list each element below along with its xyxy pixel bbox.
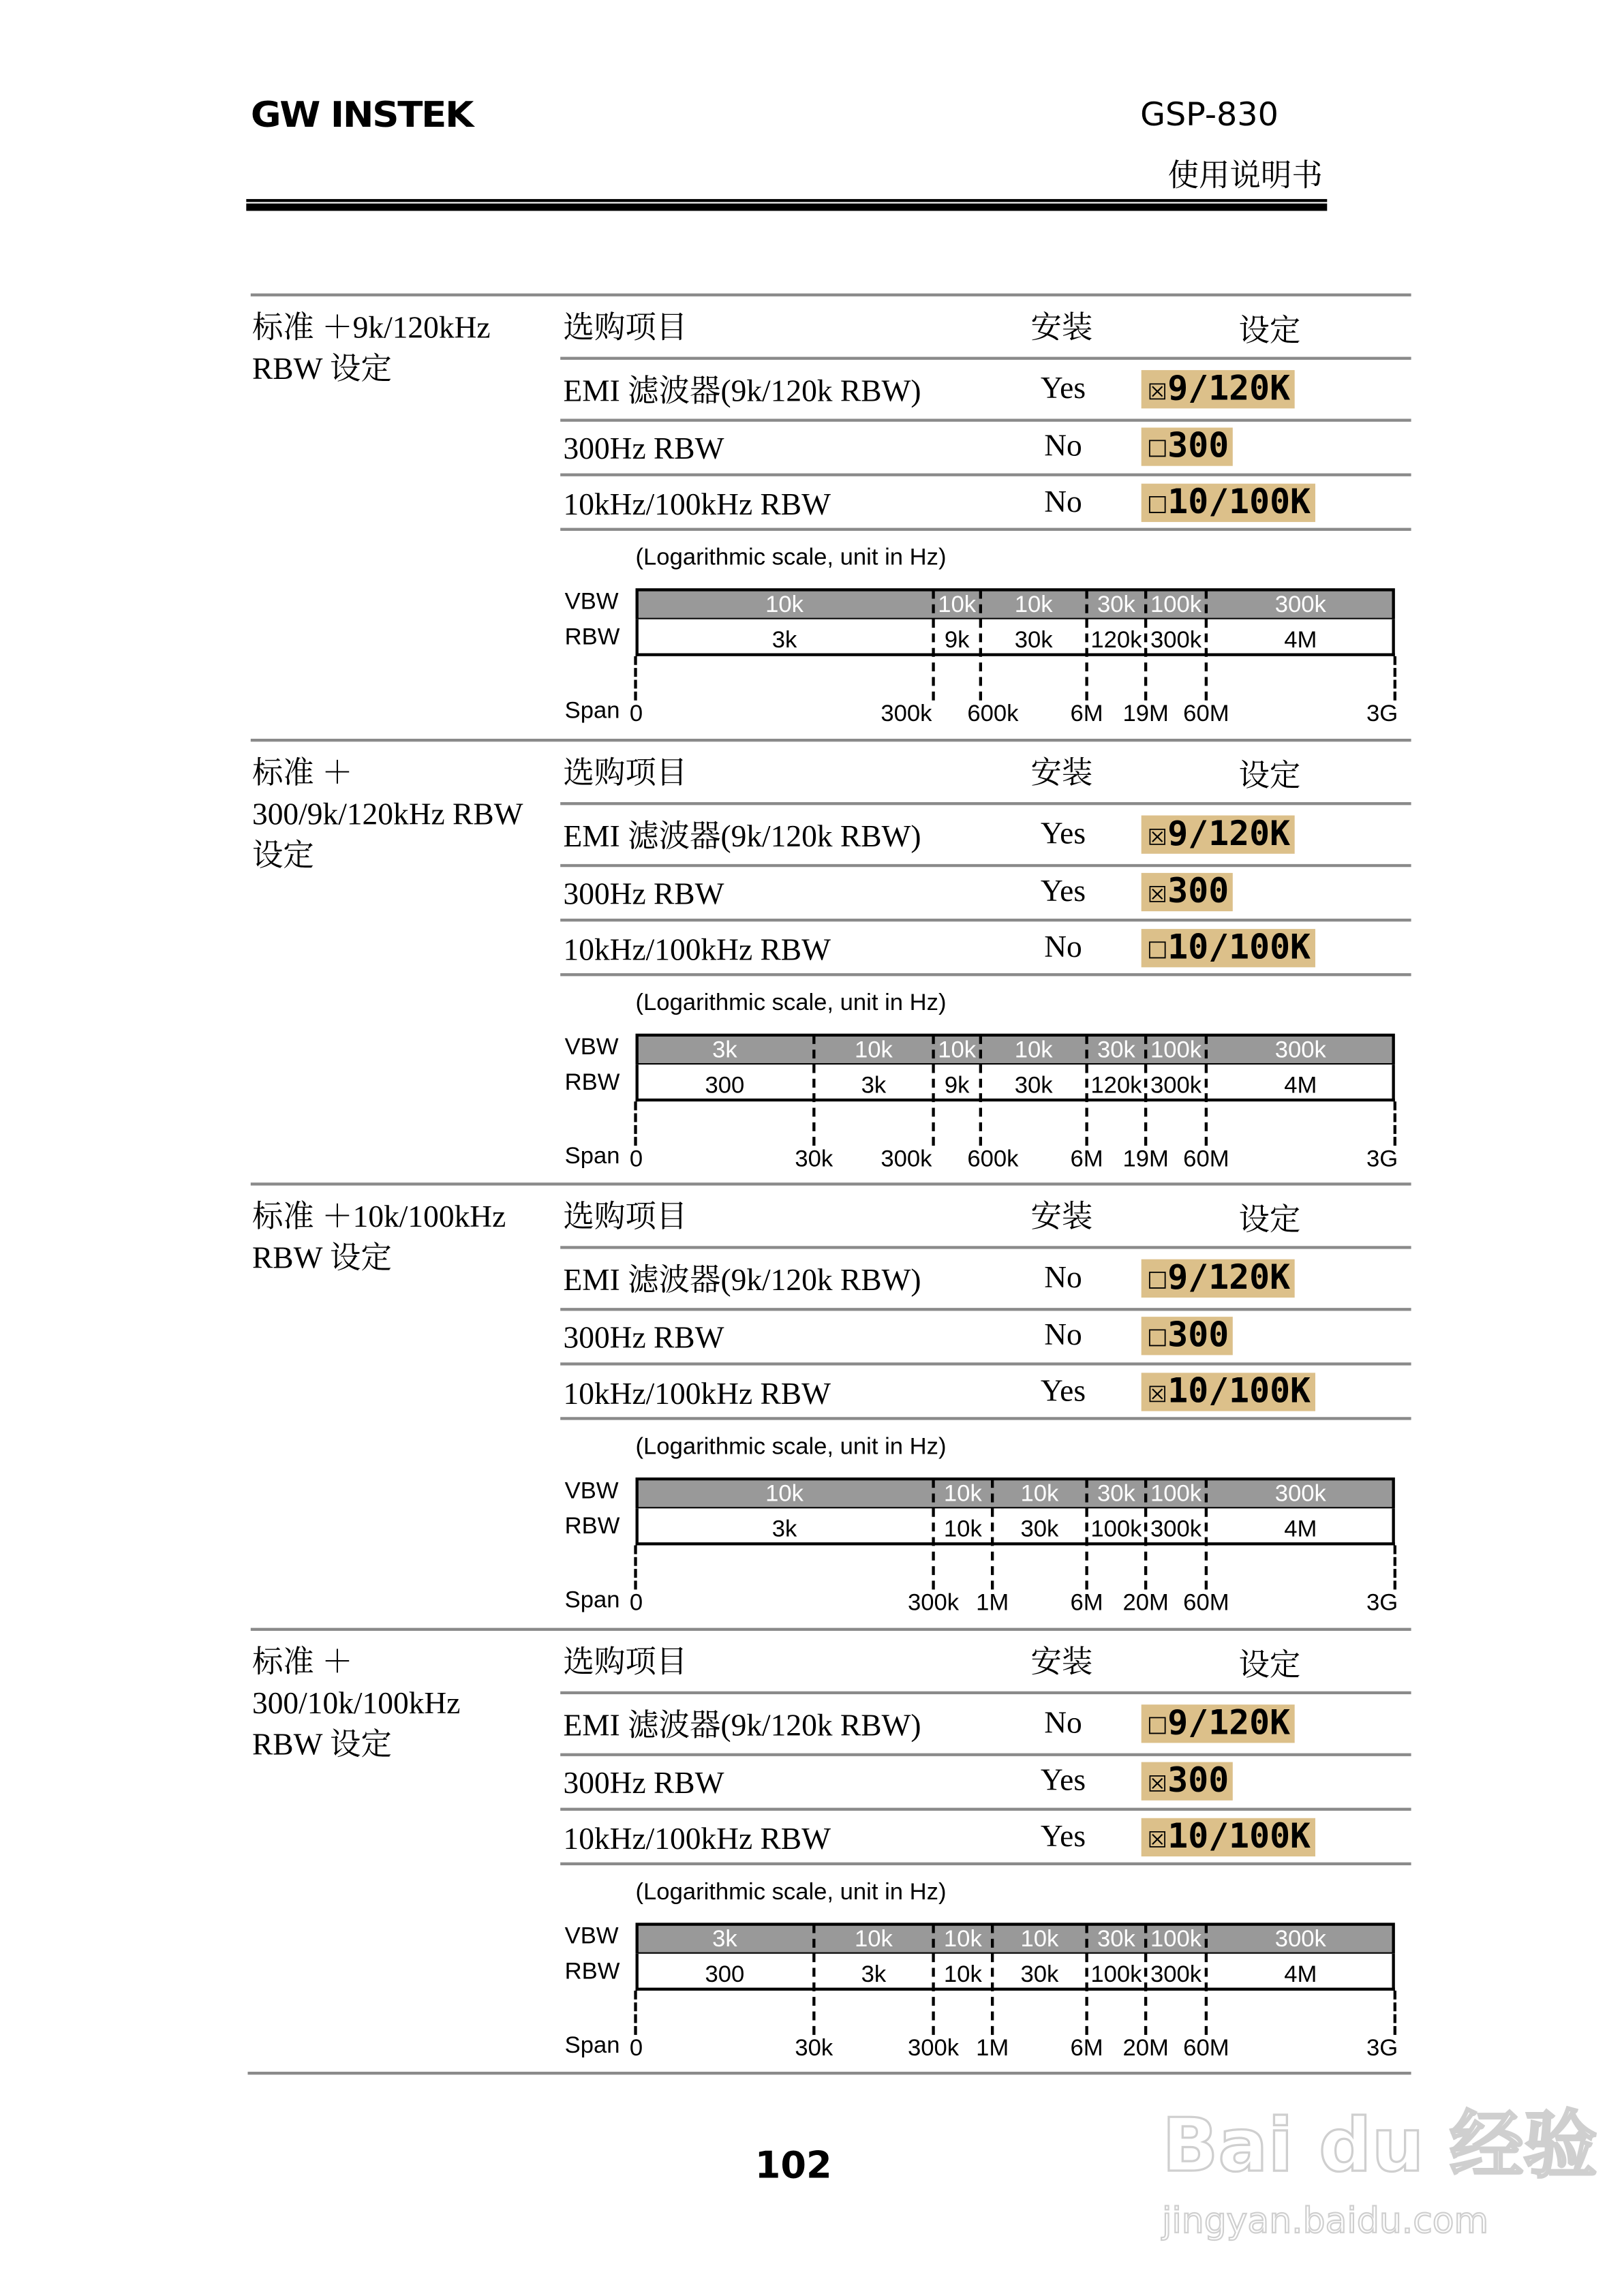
- boundary-dash: [1394, 656, 1396, 701]
- section-top-rule: [251, 1628, 1411, 1631]
- vbw-segment-label: 10k: [765, 592, 804, 618]
- header-rule: [560, 802, 1411, 804]
- span-tick-label: 0: [629, 1591, 643, 1617]
- vbw-segment-label: 10k: [855, 1927, 893, 1953]
- setting-value: 9/120K: [1167, 1704, 1291, 1743]
- rbw-segment-label: 300: [705, 1073, 745, 1099]
- option-name: 300Hz RBW: [563, 1764, 724, 1801]
- setting-badge[interactable]: [1142, 929, 1315, 967]
- section-title-line: 300/10k/100kHz: [251, 1685, 461, 1721]
- setting-badge[interactable]: [1142, 1704, 1295, 1743]
- rbw-segment-label: 4M: [1284, 1517, 1317, 1543]
- option-name: 300Hz RBW: [563, 876, 724, 912]
- section-title-line: RBW 设定: [251, 350, 392, 386]
- rbw-label: RBW: [564, 1070, 620, 1096]
- vbw-segment-label: 10k: [1014, 1038, 1053, 1063]
- rbw-segment-label: 4M: [1284, 1073, 1317, 1099]
- page-number: 102: [754, 2143, 832, 2187]
- vbw-segment-label: 30k: [1097, 592, 1135, 618]
- header-setting: 设定: [1238, 1201, 1301, 1238]
- setting-badge[interactable]: [1142, 1818, 1315, 1856]
- settings-section: [0, 740, 1622, 1185]
- span-label: Span: [564, 699, 620, 724]
- header-item: 选购项目: [563, 309, 688, 346]
- rbw-segment-label: 300: [705, 1962, 745, 1988]
- setting-value: 10/100K: [1167, 929, 1311, 968]
- install-status: Yes: [1040, 370, 1086, 406]
- setting-badge[interactable]: [1142, 815, 1295, 853]
- setting-value: 10/100K: [1167, 1818, 1311, 1857]
- install-status: Yes: [1040, 815, 1086, 851]
- install-status: No: [1044, 1259, 1082, 1295]
- section-title-line: 300/9k/120kHz RBW: [251, 796, 523, 832]
- span-tick-label: 300k: [908, 2036, 960, 2062]
- option-name: 10kHz/100kHz RBW: [563, 932, 831, 968]
- span-tick-label: 600k: [967, 1147, 1019, 1173]
- rbw-label: RBW: [564, 1514, 620, 1540]
- vbw-segment-label: 100k: [1150, 592, 1202, 618]
- rbw-segment-label: 100k: [1090, 1517, 1142, 1543]
- rbw-segment-label: 4M: [1284, 1962, 1317, 1988]
- header-rule-thin: [246, 199, 1327, 202]
- setting-value: 300: [1167, 1762, 1229, 1801]
- section-title-line: 标准 ＋9k/120kHz: [251, 309, 491, 346]
- vbw-segment-label: 3k: [712, 1038, 737, 1063]
- rbw-segment-label: 300k: [1150, 1962, 1202, 1988]
- unchecked-box-icon[interactable]: ☐: [1147, 1704, 1168, 1743]
- table-bottom-rule: [247, 2072, 1411, 2075]
- install-status: No: [1044, 483, 1082, 519]
- checked-box-icon[interactable]: ☒: [1147, 370, 1168, 409]
- header-setting: 设定: [1238, 1647, 1301, 1683]
- vbw-segment-label: 10k: [855, 1038, 893, 1063]
- checked-box-icon[interactable]: ☒: [1147, 1373, 1168, 1411]
- span-tick-label: 19M: [1122, 701, 1169, 727]
- header-setting: 设定: [1238, 758, 1301, 794]
- rbw-segment-label: 3k: [771, 1517, 797, 1543]
- setting-badge[interactable]: [1142, 873, 1234, 911]
- install-status: No: [1044, 1317, 1082, 1353]
- vbw-segment-label: 30k: [1097, 1482, 1135, 1507]
- row-rule: [560, 1417, 1411, 1419]
- vbw-segment-label: 10k: [938, 592, 977, 618]
- unchecked-box-icon[interactable]: ☐: [1147, 1259, 1168, 1298]
- vbw-segment-label: 300k: [1274, 1927, 1326, 1953]
- setting-value: 10/100K: [1167, 483, 1311, 522]
- gw-instek-logo: GW INSTEK: [250, 94, 473, 136]
- row-rule: [560, 1863, 1411, 1865]
- header-install: 安装: [1030, 1644, 1093, 1680]
- rbw-segment-label: 9k: [944, 1073, 970, 1099]
- scale-caption: (Logarithmic scale, unit in Hz): [635, 1880, 947, 1905]
- model-name: GSP-830: [1140, 97, 1279, 134]
- vbw-segment-label: 10k: [938, 1038, 977, 1063]
- manual-title: 使用说明书: [1167, 157, 1323, 194]
- settings-section: [0, 1184, 1622, 1629]
- vbw-segment-label: 10k: [943, 1927, 982, 1953]
- span-tick-label: 19M: [1122, 1147, 1169, 1173]
- checked-box-icon[interactable]: ☒: [1147, 1818, 1168, 1857]
- row-rule: [560, 1308, 1411, 1310]
- section-title: [252, 1196, 506, 1279]
- section-title: [252, 307, 491, 389]
- setting-badge[interactable]: [1142, 484, 1315, 522]
- setting-value: 9/120K: [1167, 815, 1291, 854]
- vbw-segment-label: 300k: [1274, 1038, 1326, 1063]
- header-rule: [560, 357, 1411, 359]
- span-tick-label: 60M: [1183, 1147, 1229, 1173]
- row-rule: [560, 864, 1411, 866]
- span-tick-label: 60M: [1183, 1591, 1229, 1617]
- rbw-segment-label: 30k: [1020, 1962, 1059, 1988]
- section-title: [252, 752, 523, 876]
- boundary-dash: [634, 1545, 637, 1589]
- setting-badge[interactable]: [1142, 1317, 1234, 1355]
- span-tick-label: 600k: [967, 701, 1019, 727]
- boundary-dash: [1394, 1101, 1396, 1146]
- setting-value: 10/100K: [1167, 1373, 1311, 1411]
- rbw-segment-label: 30k: [1020, 1517, 1059, 1543]
- setting-value: 9/120K: [1167, 1259, 1291, 1298]
- span-tick-label: 6M: [1070, 1147, 1103, 1173]
- rbw-segment-label: 120k: [1090, 628, 1142, 654]
- setting-value: 9/120K: [1167, 370, 1291, 409]
- rbw-label: RBW: [564, 625, 620, 651]
- row-rule: [560, 474, 1411, 476]
- vbw-segment-label: 300k: [1274, 592, 1326, 618]
- header-item: 选购项目: [563, 1199, 688, 1234]
- vbw-segment-label: 300k: [1274, 1482, 1326, 1507]
- unchecked-box-icon[interactable]: ☐: [1147, 929, 1168, 968]
- boundary-dash: [1394, 1991, 1396, 2035]
- span-label: Span: [564, 1588, 620, 1614]
- rbw-segment-label: 3k: [861, 1073, 887, 1099]
- header-item: 选购项目: [563, 754, 688, 791]
- rbw-segment-label: 3k: [771, 628, 797, 654]
- option-name: 10kHz/100kHz RBW: [563, 1821, 831, 1857]
- row-rule: [560, 418, 1411, 420]
- row-rule: [560, 973, 1411, 975]
- unchecked-box-icon[interactable]: ☐: [1147, 427, 1168, 466]
- settings-section: [0, 295, 1622, 740]
- span-tick-label: 3G: [1366, 701, 1398, 727]
- section-title-line: RBW 设定: [251, 1240, 392, 1276]
- row-rule: [560, 1754, 1411, 1756]
- span-tick-label: 300k: [908, 1591, 960, 1617]
- option-name: EMI 滤波器(9k/120k RBW): [563, 373, 921, 409]
- vbw-segment-label: 10k: [1014, 592, 1053, 618]
- vbw-label: VBW: [564, 1479, 619, 1504]
- vbw-segment-label: 3k: [712, 1927, 737, 1953]
- section-title-line: 标准 ＋10k/100kHz: [251, 1199, 506, 1234]
- span-tick-label: 1M: [976, 1591, 1009, 1617]
- option-name: EMI 滤波器(9k/120k RBW): [563, 818, 921, 854]
- rbw-segment-label: 10k: [943, 1517, 982, 1543]
- vbw-segment-label: 10k: [1020, 1482, 1059, 1507]
- span-tick-label: 6M: [1070, 701, 1103, 727]
- span-tick-label: 3G: [1366, 2036, 1398, 2062]
- install-status: Yes: [1040, 1818, 1086, 1854]
- setting-badge[interactable]: [1142, 1373, 1315, 1411]
- boundary-dash: [1394, 1545, 1396, 1589]
- vbw-segment-label: 10k: [943, 1482, 982, 1507]
- span-tick-label: 1M: [976, 2036, 1009, 2062]
- header-rule: [560, 1246, 1411, 1248]
- section-title-line: 标准 ＋: [251, 1644, 353, 1680]
- section-top-rule: [251, 739, 1411, 741]
- setting-badge[interactable]: [1142, 370, 1295, 408]
- header-install: 安装: [1030, 754, 1093, 791]
- span-label: Span: [564, 1144, 620, 1169]
- row-rule: [560, 528, 1411, 530]
- section-title-line: 标准 ＋: [251, 754, 353, 791]
- span-tick-label: 3G: [1366, 1147, 1398, 1173]
- scale-caption: (Logarithmic scale, unit in Hz): [635, 545, 947, 571]
- option-name: 10kHz/100kHz RBW: [563, 1375, 831, 1411]
- span-tick-label: 300k: [881, 701, 932, 727]
- header-setting: 设定: [1238, 312, 1301, 348]
- baidu-watermark-url: jingyan.baidu.com: [1161, 2200, 1489, 2241]
- row-rule: [560, 1808, 1411, 1810]
- span-tick-label: 30k: [795, 1147, 833, 1173]
- span-tick-label: 60M: [1183, 701, 1229, 727]
- vbw-segment-label: 30k: [1097, 1927, 1135, 1953]
- scale-caption: (Logarithmic scale, unit in Hz): [635, 990, 947, 1016]
- rbw-segment-label: 300k: [1150, 628, 1202, 654]
- row-rule: [560, 1362, 1411, 1364]
- install-status: No: [1044, 1704, 1082, 1741]
- header-item: 选购项目: [563, 1644, 688, 1680]
- header-install: 安装: [1030, 309, 1093, 346]
- span-tick-label: 0: [629, 1147, 643, 1173]
- rbw-segment-label: 4M: [1284, 628, 1317, 654]
- span-tick-label: 300k: [881, 1147, 932, 1173]
- vbw-label: VBW: [564, 590, 619, 615]
- install-status: Yes: [1040, 1373, 1086, 1409]
- setting-value: 300: [1167, 1317, 1229, 1356]
- span-tick-label: 20M: [1122, 1591, 1169, 1617]
- section-title-line: RBW 设定: [251, 1726, 392, 1762]
- baidu-watermark: Bai du 经验: [1161, 2102, 1597, 2188]
- option-name: 10kHz/100kHz RBW: [563, 487, 831, 522]
- setting-value: 300: [1167, 427, 1229, 466]
- vbw-segment-label: 100k: [1150, 1038, 1202, 1063]
- option-name: EMI 滤波器(9k/120k RBW): [563, 1262, 921, 1298]
- boundary-dash: [634, 656, 637, 701]
- vbw-segment-label: 100k: [1150, 1927, 1202, 1953]
- scale-caption: (Logarithmic scale, unit in Hz): [635, 1435, 947, 1460]
- span-label: Span: [564, 2033, 620, 2059]
- unchecked-box-icon[interactable]: ☐: [1147, 483, 1168, 522]
- span-tick-label: 6M: [1070, 1591, 1103, 1617]
- rbw-segment-label: 3k: [861, 1962, 887, 1988]
- vbw-label: VBW: [564, 1035, 619, 1060]
- span-tick-label: 0: [629, 701, 643, 727]
- span-tick-label: 60M: [1183, 2036, 1229, 2062]
- section-top-rule: [251, 294, 1411, 296]
- setting-badge[interactable]: [1142, 1762, 1234, 1801]
- rbw-segment-label: 30k: [1014, 628, 1053, 654]
- rbw-segment-label: 300k: [1150, 1517, 1202, 1543]
- header-rule: [560, 1692, 1411, 1694]
- setting-badge[interactable]: [1142, 1259, 1295, 1298]
- rbw-segment-label: 9k: [944, 628, 970, 654]
- vbw-segment-label: 10k: [1020, 1927, 1059, 1953]
- rbw-segment-label: 300k: [1150, 1073, 1202, 1099]
- checked-box-icon[interactable]: ☒: [1147, 1762, 1168, 1801]
- vbw-label: VBW: [564, 1924, 619, 1950]
- row-rule: [560, 919, 1411, 921]
- section-top-rule: [251, 1182, 1411, 1185]
- option-name: 300Hz RBW: [563, 430, 724, 466]
- setting-value: 300: [1167, 872, 1229, 912]
- checked-box-icon[interactable]: ☒: [1147, 872, 1168, 912]
- header-install: 安装: [1030, 1199, 1093, 1234]
- rbw-segment-label: 100k: [1090, 1962, 1142, 1988]
- option-name: EMI 滤波器(9k/120k RBW): [563, 1707, 921, 1743]
- span-tick-label: 3G: [1366, 1591, 1398, 1617]
- rbw-segment-label: 10k: [943, 1962, 982, 1988]
- rbw-segment-label: 120k: [1090, 1073, 1142, 1099]
- install-status: No: [1044, 929, 1082, 965]
- section-title: [252, 1641, 460, 1765]
- settings-section: [0, 1629, 1622, 2075]
- install-status: Yes: [1040, 1762, 1086, 1798]
- rbw-segment-label: 30k: [1014, 1073, 1053, 1099]
- setting-badge[interactable]: [1142, 427, 1234, 465]
- unchecked-box-icon[interactable]: ☐: [1147, 1317, 1168, 1356]
- boundary-dash: [634, 1101, 637, 1146]
- vbw-segment-label: 30k: [1097, 1038, 1135, 1063]
- option-name: 300Hz RBW: [563, 1319, 724, 1356]
- checked-box-icon[interactable]: ☒: [1147, 815, 1168, 854]
- install-status: Yes: [1040, 872, 1086, 908]
- span-tick-label: 20M: [1122, 2036, 1169, 2062]
- span-tick-label: 6M: [1070, 2036, 1103, 2062]
- vbw-segment-label: 100k: [1150, 1482, 1202, 1507]
- span-tick-label: 30k: [795, 2036, 833, 2062]
- span-tick-label: 0: [629, 2036, 643, 2062]
- rbw-label: RBW: [564, 1959, 620, 1985]
- boundary-dash: [634, 1991, 637, 2035]
- header-rule-thick: [246, 204, 1327, 211]
- vbw-segment-label: 10k: [765, 1482, 804, 1507]
- section-title-line: 设定: [251, 837, 314, 873]
- install-status: No: [1044, 427, 1082, 463]
